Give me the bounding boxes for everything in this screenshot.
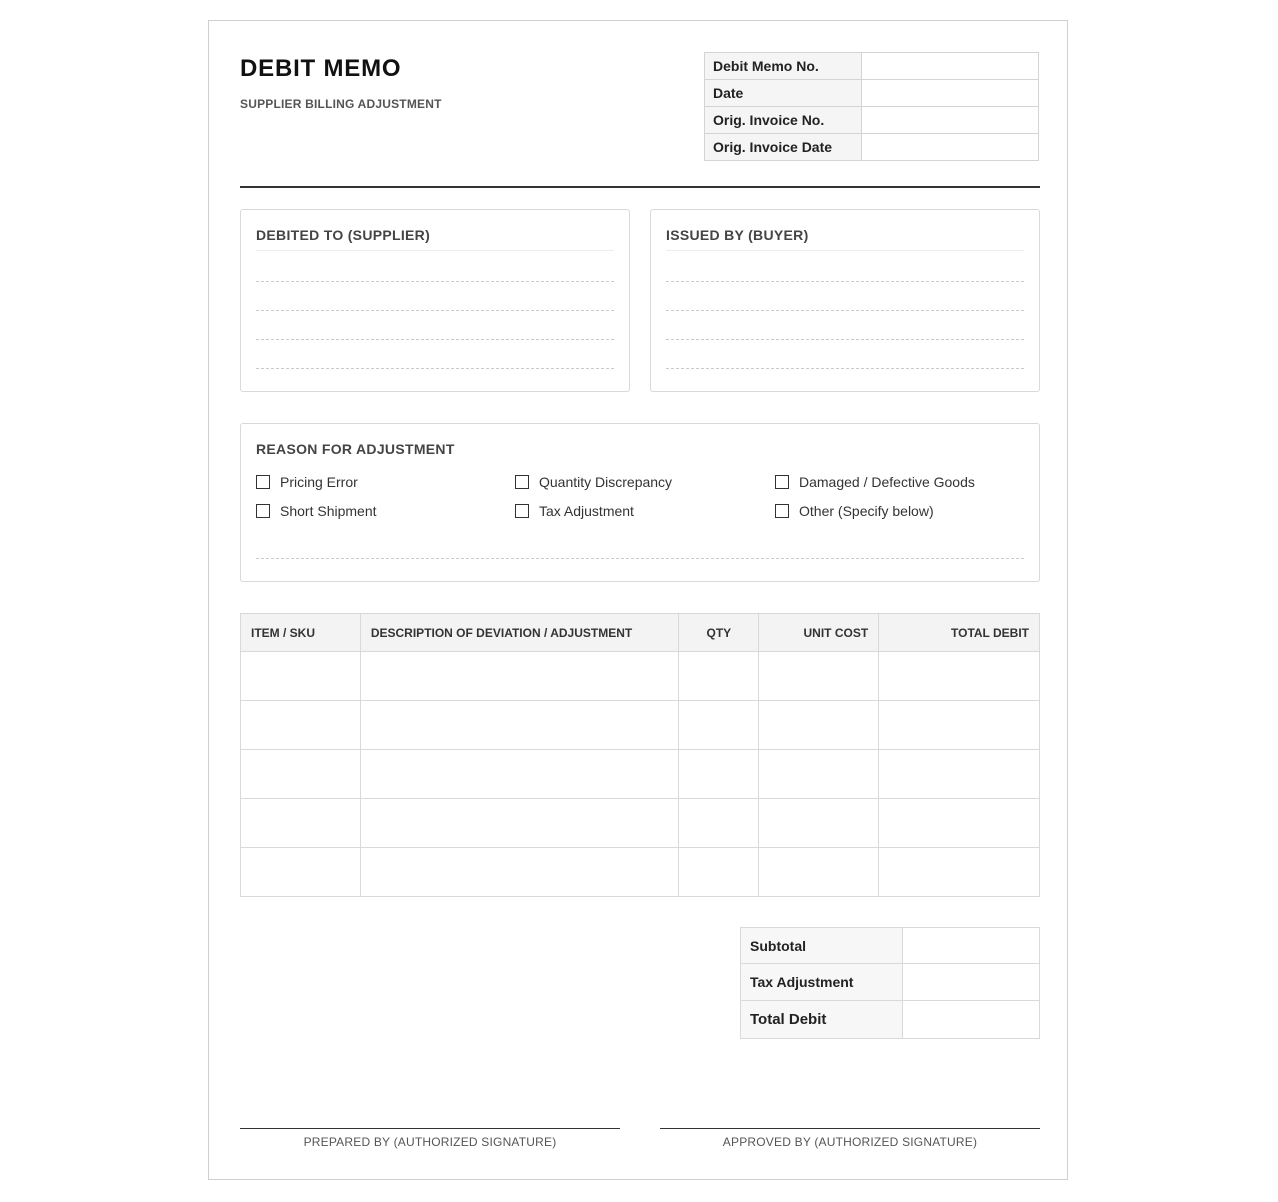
checkbox[interactable] [256, 475, 270, 489]
address-line-3[interactable] [666, 339, 1024, 340]
item-sku-cell[interactable] [241, 848, 361, 897]
total-debit-cell[interactable] [879, 848, 1040, 897]
subtotal-row [741, 928, 1040, 964]
totals-table [740, 927, 1040, 1039]
address-line-4[interactable] [666, 368, 1024, 369]
table-row [241, 652, 1040, 701]
issued-by-heading: ISSUED BY (BUYER) [666, 227, 809, 243]
table-row [241, 848, 1040, 897]
checkbox-label: Tax Adjustment [539, 503, 634, 519]
checkbox[interactable] [775, 475, 789, 489]
tax-adjustment-label: Tax Adjustment [741, 964, 903, 1001]
total-debit-row [741, 1001, 1040, 1039]
header-divider [240, 186, 1040, 188]
line-items-table [240, 613, 1040, 897]
other-reason-line[interactable] [256, 558, 1024, 559]
address-line-2[interactable] [256, 310, 614, 311]
memo-number-row [705, 53, 1039, 80]
description-cell[interactable] [360, 701, 679, 750]
qty-cell[interactable] [679, 701, 759, 750]
address-line-4[interactable] [256, 368, 614, 369]
tax-adjustment-field[interactable] [903, 964, 1040, 1001]
reason-option-tax-adjustment[interactable] [515, 503, 634, 519]
total-debit-cell[interactable] [879, 799, 1040, 848]
document-subtitle: SUPPLIER BILLING ADJUSTMENT [240, 97, 442, 111]
date-field[interactable] [862, 80, 1039, 107]
address-line-2[interactable] [666, 310, 1024, 311]
item-sku-cell[interactable] [241, 799, 361, 848]
item-sku-cell[interactable] [241, 750, 361, 799]
tax-adjustment-row [741, 964, 1040, 1001]
memo-details-table [704, 52, 1039, 161]
reason-option-other[interactable] [775, 503, 934, 519]
reason-option-quantity-discrepancy[interactable] [515, 474, 672, 490]
unit-cost-cell[interactable] [759, 701, 879, 750]
description-cell[interactable] [360, 799, 679, 848]
debited-to-box [240, 209, 630, 392]
table-row [241, 750, 1040, 799]
table-header-row [241, 614, 1040, 652]
column-header-qty: QTY [679, 614, 759, 652]
heading-underline [666, 250, 1024, 251]
checkbox[interactable] [256, 504, 270, 518]
qty-cell[interactable] [679, 799, 759, 848]
date-row [705, 80, 1039, 107]
checkbox[interactable] [515, 475, 529, 489]
total-debit-cell[interactable] [879, 701, 1040, 750]
table-row [241, 701, 1040, 750]
total-debit-field[interactable] [903, 1001, 1040, 1039]
subtotal-field[interactable] [903, 928, 1040, 964]
memo-number-field[interactable] [862, 53, 1039, 80]
reason-box [240, 423, 1040, 582]
column-header-unit-cost: UNIT COST [759, 614, 879, 652]
prepared-by-signature[interactable] [240, 1128, 620, 1149]
unit-cost-cell[interactable] [759, 750, 879, 799]
checkbox-label: Pricing Error [280, 474, 358, 490]
approved-by-signature[interactable] [660, 1128, 1040, 1149]
address-line-1[interactable] [666, 281, 1024, 282]
address-line-1[interactable] [256, 281, 614, 282]
orig-invoice-number-row [705, 107, 1039, 134]
reason-option-short-shipment[interactable] [256, 503, 377, 519]
checkbox-label: Damaged / Defective Goods [799, 474, 975, 490]
table-row [241, 799, 1040, 848]
qty-cell[interactable] [679, 848, 759, 897]
address-line-3[interactable] [256, 339, 614, 340]
qty-cell[interactable] [679, 652, 759, 701]
checkbox[interactable] [775, 504, 789, 518]
checkbox[interactable] [515, 504, 529, 518]
reason-heading: REASON FOR ADJUSTMENT [256, 441, 455, 457]
orig-invoice-date-field[interactable] [862, 134, 1039, 161]
total-debit-cell[interactable] [879, 652, 1040, 701]
subtotal-label: Subtotal [741, 928, 903, 964]
unit-cost-cell[interactable] [759, 848, 879, 897]
column-header-item-sku: ITEM / SKU [241, 614, 361, 652]
memo-number-label: Debit Memo No. [705, 53, 862, 80]
item-sku-cell[interactable] [241, 652, 361, 701]
description-cell[interactable] [360, 750, 679, 799]
unit-cost-cell[interactable] [759, 799, 879, 848]
orig-invoice-date-label: Orig. Invoice Date [705, 134, 862, 161]
approved-by-label: APPROVED BY (AUTHORIZED SIGNATURE) [722, 1135, 978, 1149]
debit-memo-page [208, 20, 1068, 1180]
prepared-by-label: PREPARED BY (AUTHORIZED SIGNATURE) [303, 1135, 557, 1149]
orig-invoice-date-row [705, 134, 1039, 161]
column-header-description: DESCRIPTION OF DEVIATION / ADJUSTMENT [360, 614, 679, 652]
orig-invoice-number-label: Orig. Invoice No. [705, 107, 862, 134]
orig-invoice-number-field[interactable] [862, 107, 1039, 134]
description-cell[interactable] [360, 848, 679, 897]
description-cell[interactable] [360, 652, 679, 701]
unit-cost-cell[interactable] [759, 652, 879, 701]
date-label: Date [705, 80, 862, 107]
debited-to-heading: DEBITED TO (SUPPLIER) [256, 227, 431, 243]
total-debit-label: Total Debit [741, 1001, 903, 1039]
total-debit-cell[interactable] [879, 750, 1040, 799]
qty-cell[interactable] [679, 750, 759, 799]
item-sku-cell[interactable] [241, 701, 361, 750]
issued-by-box [650, 209, 1040, 392]
checkbox-label: Other (Specify below) [799, 503, 934, 519]
heading-underline [256, 250, 614, 251]
document-title: DEBIT MEMO [240, 55, 402, 82]
reason-option-damaged-goods[interactable] [775, 474, 975, 490]
column-header-total-debit: TOTAL DEBIT [879, 614, 1040, 652]
checkbox-label: Short Shipment [280, 503, 377, 519]
reason-option-pricing-error[interactable] [256, 474, 358, 490]
checkbox-label: Quantity Discrepancy [539, 474, 673, 490]
